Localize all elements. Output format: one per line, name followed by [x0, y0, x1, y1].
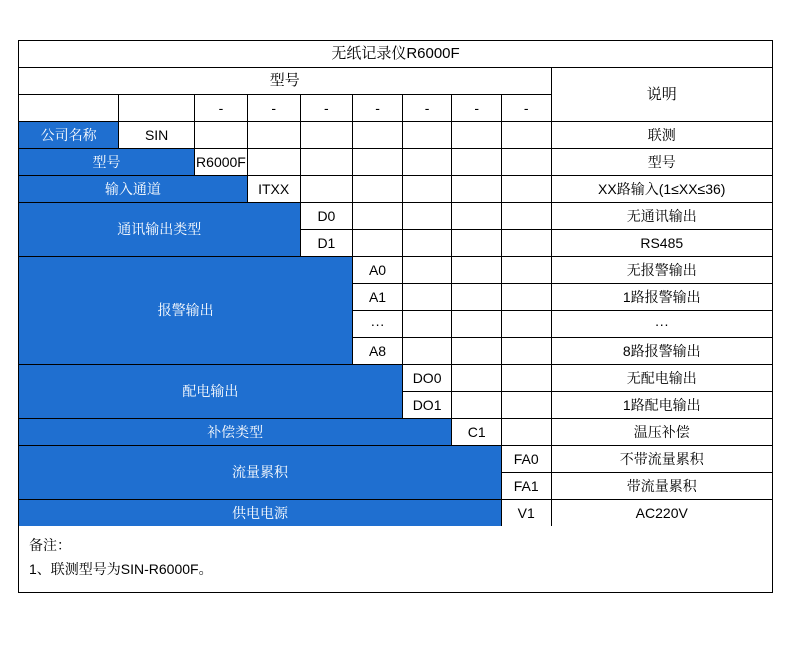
row-code-alarm-3: A8: [353, 338, 403, 365]
blank-cell: [452, 203, 502, 230]
blank-cell: [452, 365, 502, 392]
row-desc-alarm-0: 无报警输出: [551, 257, 773, 284]
row-code-company: SIN: [119, 122, 195, 149]
blank-cell: [501, 419, 551, 446]
notes-line-1: 1、联测型号为SIN-R6000F。: [29, 560, 213, 577]
dash-cell-empty: [19, 95, 119, 122]
blank-cell: [452, 392, 502, 419]
row-label-alarm-output: 报警输出: [19, 257, 353, 365]
row-desc-alarm-2: ···: [551, 311, 773, 338]
row-desc-comm-output-0: 无通讯输出: [551, 203, 773, 230]
row-code-compensation: C1: [452, 419, 502, 446]
dash-cell-empty-2: [119, 95, 195, 122]
dash-cell-4: -: [353, 95, 403, 122]
dash-cell-1: -: [195, 95, 248, 122]
table-row-input-channel: [19, 176, 773, 203]
blank-cell: [501, 365, 551, 392]
row-code-comm-output-1: D1: [300, 230, 353, 257]
dash-cell-7: -: [501, 95, 551, 122]
blank-cell: [452, 311, 502, 338]
row-code-alarm-0: A0: [353, 257, 403, 284]
row-desc-power-supply: AC220V: [551, 500, 773, 527]
blank-cell: [402, 122, 452, 149]
row-desc-flow-0: 不带流量累积: [551, 446, 773, 473]
table-row-alarm-a0: [19, 257, 773, 284]
blank-cell: [452, 149, 502, 176]
blank-cell: [300, 176, 353, 203]
row-code-comm-output-0: D0: [300, 203, 353, 230]
blank-cell: [402, 311, 452, 338]
dash-cell-5: -: [402, 95, 452, 122]
table-title-row: [19, 41, 773, 68]
notes-section: [18, 526, 773, 593]
row-desc-power-dist-0: 无配电输出: [551, 365, 773, 392]
dash-cell-6: -: [452, 95, 502, 122]
row-label-power-distribution: 配电输出: [19, 365, 403, 419]
row-desc-company: 联测: [551, 122, 773, 149]
blank-cell: [402, 149, 452, 176]
table-row-compensation: [19, 419, 773, 446]
row-code-power-dist-1: DO1: [402, 392, 452, 419]
row-desc-flow-1: 带流量累积: [551, 473, 773, 500]
blank-cell: [300, 149, 353, 176]
row-code-flow-1: FA1: [501, 473, 551, 500]
model-header: 型号: [19, 68, 552, 95]
blank-cell: [501, 176, 551, 203]
row-desc-alarm-3: 8路报警输出: [551, 338, 773, 365]
table-row-power-supply: [19, 500, 773, 527]
row-label-model: 型号: [19, 149, 195, 176]
blank-cell: [501, 284, 551, 311]
dash-cell-3: -: [300, 95, 353, 122]
blank-cell: [353, 203, 403, 230]
notes-title: 备注：: [29, 537, 71, 553]
blank-cell: [501, 149, 551, 176]
table-row-model: [19, 149, 773, 176]
blank-cell: [300, 122, 353, 149]
table-header-row: [19, 68, 773, 95]
row-desc-power-dist-1: 1路配电输出: [551, 392, 773, 419]
blank-cell: [402, 257, 452, 284]
row-code-alarm-1: A1: [353, 284, 403, 311]
row-desc-comm-output-1: RS485: [551, 230, 773, 257]
blank-cell: [501, 203, 551, 230]
blank-cell: [353, 176, 403, 203]
page-title: 无纸记录仪R6000F: [19, 41, 773, 68]
row-label-comm-output: 通讯输出类型: [19, 203, 301, 257]
row-code-input-channel: ITXX: [247, 176, 300, 203]
table-row-power-dist-do0: [19, 365, 773, 392]
blank-cell: [247, 122, 300, 149]
blank-cell: [452, 284, 502, 311]
blank-cell: [452, 230, 502, 257]
row-label-compensation: 补偿类型: [19, 419, 452, 446]
blank-cell: [452, 122, 502, 149]
blank-cell: [452, 257, 502, 284]
blank-cell: [501, 122, 551, 149]
blank-cell: [402, 176, 452, 203]
table-row-comm-output-d0: [19, 203, 773, 230]
row-desc-alarm-1: 1路报警输出: [551, 284, 773, 311]
table-row-flow-total-fa0: [19, 446, 773, 473]
row-code-model: R6000F: [195, 149, 248, 176]
row-label-company: 公司名称: [19, 122, 119, 149]
row-desc-input-channel: XX路输入(1≤XX≤36): [551, 176, 773, 203]
blank-cell: [353, 149, 403, 176]
blank-cell: [402, 338, 452, 365]
blank-cell: [402, 284, 452, 311]
dash-cell-2: -: [247, 95, 300, 122]
row-desc-compensation: 温压补偿: [551, 419, 773, 446]
blank-cell: [501, 338, 551, 365]
row-label-input-channel: 输入通道: [19, 176, 248, 203]
blank-cell: [501, 257, 551, 284]
blank-cell: [501, 392, 551, 419]
blank-cell: [353, 230, 403, 257]
description-header: 说明: [551, 68, 773, 122]
model-selection-table: [18, 40, 773, 527]
blank-cell: [402, 203, 452, 230]
blank-cell: [452, 176, 502, 203]
table-row-company: [19, 122, 773, 149]
blank-cell: [402, 230, 452, 257]
row-label-flow-accumulation: 流量累积: [19, 446, 502, 500]
row-code-power-supply: V1: [501, 500, 551, 527]
row-code-power-dist-0: DO0: [402, 365, 452, 392]
row-label-power-supply: 供电电源: [19, 500, 502, 527]
row-code-alarm-2: ···: [353, 311, 403, 338]
blank-cell: [195, 122, 248, 149]
blank-cell: [247, 149, 300, 176]
row-code-flow-0: FA0: [501, 446, 551, 473]
blank-cell: [452, 338, 502, 365]
blank-cell: [501, 311, 551, 338]
blank-cell: [501, 230, 551, 257]
blank-cell: [353, 122, 403, 149]
row-desc-model: 型号: [551, 149, 773, 176]
